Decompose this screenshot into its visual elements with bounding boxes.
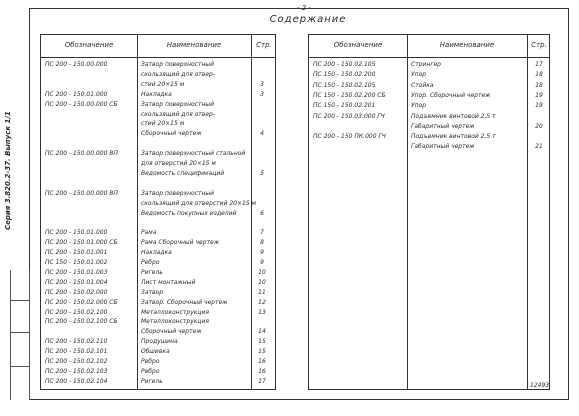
row-page: 10 xyxy=(258,268,266,276)
row-designation: ПС 200 - 150.02.110 xyxy=(45,338,108,346)
row-designation: ПС 200 - 150.01.000 xyxy=(45,229,108,237)
row-name: Металлоконструкция xyxy=(141,308,209,316)
strip-divider xyxy=(11,366,29,367)
row-name: Ребро xyxy=(141,367,160,375)
header-page: Стр. xyxy=(531,41,547,49)
row-page: 18 xyxy=(535,71,543,79)
row-name: Упор xyxy=(411,71,427,79)
row-designation: ПС 150 - 150.01.002 xyxy=(45,259,108,266)
row-designation: ПС 200 - 150.02.100 СБ xyxy=(45,318,118,326)
row-designation: ПС 200 - 150.02.000 xyxy=(45,288,108,296)
row-name: Продушина xyxy=(141,338,178,346)
row-page: 11 xyxy=(258,288,266,296)
series-stamp-text: Серия 3.820.2-37. Выпуск 1/1 xyxy=(4,111,12,230)
row-designation: ПС 200 - 150.03.000 ГЧ xyxy=(313,112,385,120)
row-page: 17 xyxy=(258,377,266,385)
row-designation: ПС 200 - 150.01.003 xyxy=(45,268,108,276)
row-name: скользящий для отверстий 20×15 м xyxy=(141,199,257,207)
row-name: стий 20×15 м xyxy=(141,80,185,88)
row-designation: ПС 200 - 150.02.105 xyxy=(313,61,376,68)
header-name: Наименование xyxy=(439,41,495,49)
row-name: Габаритный чертеж xyxy=(411,143,475,151)
header-name: Наименование xyxy=(166,41,222,49)
header-page: Стр. xyxy=(256,41,272,49)
row-name: скользящий для отвер- xyxy=(141,70,215,78)
row-name: Подъемник винтовой 2,5 т xyxy=(411,133,496,141)
column-divider xyxy=(527,35,528,389)
column-divider xyxy=(137,35,138,389)
title-block-strip xyxy=(10,270,30,400)
row-name: скользящий для отвер- xyxy=(141,110,215,118)
row-name: Ведомость покупных изделий xyxy=(141,209,237,217)
row-name: Лист монтажный xyxy=(141,278,196,286)
row-name: Стойка xyxy=(411,81,434,89)
row-designation: ПС 200 - 150.02.102 xyxy=(45,358,108,365)
row-page: 4 xyxy=(260,130,264,138)
row-page: 21 xyxy=(535,143,543,151)
row-designation: ПС 200 - 150.01.000 СБ xyxy=(45,239,118,247)
row-page: 17 xyxy=(535,61,543,68)
row-page: 7 xyxy=(260,229,264,237)
row-name: Затвор xyxy=(141,288,164,296)
row-name: Стрингер xyxy=(411,61,441,68)
row-name: Габаритный чертеж xyxy=(411,122,475,130)
contents-table-left xyxy=(40,34,276,390)
strip-divider xyxy=(11,300,29,301)
column-divider xyxy=(251,35,252,389)
row-name: Обшивка xyxy=(141,348,170,356)
row-name: Затвор поверхностный xyxy=(141,189,215,197)
row-name: Ригель xyxy=(141,377,163,385)
row-designation: ПС 200 - 150.00.000 СБ xyxy=(45,100,118,108)
row-designation: ПС 200 - 150.02.100 xyxy=(45,308,108,316)
row-name: Затвор. Сборочный чертеж xyxy=(141,298,228,306)
row-name: Ригель xyxy=(141,268,163,276)
row-page: 15 xyxy=(258,348,266,356)
row-designation: ПС 200 - 150.00.000 ВП xyxy=(45,189,118,197)
row-designation: ПС 200 - 150.02.000 СБ xyxy=(45,298,118,306)
row-designation: ПС 200 - 150.00.000 ВП xyxy=(45,150,118,158)
table-header xyxy=(309,35,549,58)
row-page: 3 xyxy=(260,80,264,88)
row-designation: ПС 150 - 150.02.105 xyxy=(313,81,376,89)
row-designation: ПС 150 - 150.02.201 xyxy=(313,102,376,110)
row-page: 16 xyxy=(258,358,266,365)
series-stamp xyxy=(4,111,18,230)
corner-note: 12493 xyxy=(530,382,550,389)
contents-table-right xyxy=(308,34,550,390)
row-name: Упор. Сборочный чертеж xyxy=(411,91,491,99)
row-designation: ПС 150 - 150.02.200 xyxy=(313,71,376,79)
header-designation: Обозначение xyxy=(333,41,383,49)
row-page: 9 xyxy=(260,249,264,257)
row-name: Затвор поверхностный xyxy=(141,100,215,108)
row-name: стий 20×15 м xyxy=(141,120,185,128)
row-designation: ПС 200 - 150.01.004 xyxy=(45,278,108,286)
row-name: Рама Сборочный чертеж xyxy=(141,239,220,247)
page-number: - 2 - xyxy=(297,4,311,12)
row-name: Ребро xyxy=(141,259,160,266)
row-name: Накладка xyxy=(141,90,172,98)
strip-divider xyxy=(11,332,29,333)
row-name: Затвор поверхностный xyxy=(141,61,215,68)
row-page: 14 xyxy=(258,328,266,336)
row-name: Упор xyxy=(411,102,427,110)
row-name: Затвор поверхностный стальной xyxy=(141,150,246,158)
row-designation: ПС 200 - 150.01.001 xyxy=(45,249,108,257)
row-page: 19 xyxy=(535,91,543,99)
row-name: Ведомость спецификаций xyxy=(141,169,225,177)
row-page: 16 xyxy=(258,367,266,375)
row-name: Подъемник винтовой 2,5 т xyxy=(411,112,496,120)
row-page: 12 xyxy=(258,298,266,306)
row-name: Накладка xyxy=(141,249,172,257)
row-designation: ПС 200 - 150.02.101 xyxy=(45,348,108,356)
row-page: 5 xyxy=(260,169,264,177)
row-page: 10 xyxy=(258,278,266,286)
row-page: 3 xyxy=(260,90,264,98)
row-designation: ПС 150 - 150.02.200 СБ xyxy=(313,91,386,99)
row-designation: ПС 200 - 150.02.103 xyxy=(45,367,108,375)
row-page: 6 xyxy=(260,209,264,217)
row-name: Сборочный чертеж xyxy=(141,130,202,138)
row-name: Металлоконструкция xyxy=(141,318,209,326)
row-name: Рама xyxy=(141,229,157,237)
row-page: 19 xyxy=(535,102,543,110)
row-page: 18 xyxy=(535,81,543,89)
row-page: 13 xyxy=(258,308,266,316)
row-designation: ПС 200 - 150.00.000 xyxy=(45,61,108,68)
table-header xyxy=(41,35,275,58)
row-page: 20 xyxy=(535,122,543,130)
row-page: 15 xyxy=(258,338,266,346)
row-name: Ребро xyxy=(141,358,160,365)
row-name: для отверстий 20×15 м xyxy=(141,160,216,167)
row-designation: ПС 200 - 150.02.104 xyxy=(45,377,108,385)
row-designation: ПС 200 - 150 ПК.000 ГЧ xyxy=(313,133,386,141)
column-divider xyxy=(407,35,408,389)
header-designation: Обозначение xyxy=(64,41,114,49)
page-title: Содержание xyxy=(269,14,347,25)
row-page: 9 xyxy=(260,259,264,266)
row-designation: ПС 200 - 150.01.000 xyxy=(45,90,108,98)
row-name: Сборочный чертеж xyxy=(141,328,202,336)
row-page: 8 xyxy=(260,239,264,247)
